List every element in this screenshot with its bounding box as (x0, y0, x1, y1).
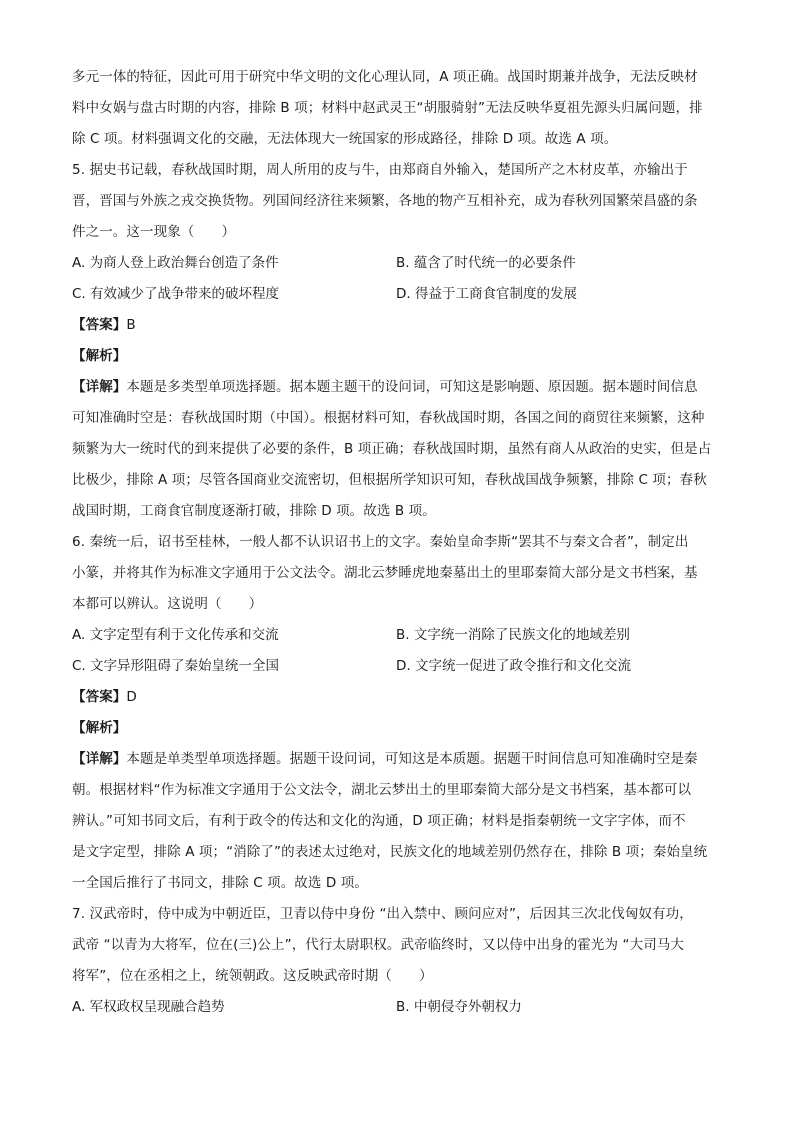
document-page (72, 62, 722, 1023)
options-row (72, 651, 722, 682)
question-stem-line: 件之一。这一现象（ ） (72, 224, 236, 240)
question-stem-line: 将军”，位在丞相之上，统领朝政。这反映武帝时期（ ） (72, 968, 433, 984)
options-row (72, 279, 722, 310)
detail-line: 比极少，排除 A 项；尽管各国商业交流密切，但根据所学知识可知，春秋战国战争频繁，排除 C 项；春秋 (72, 472, 707, 488)
detail-line: 辨认。”可知书同文后，有利于政令的传达和文化的沟通，D 项正确；材料是指秦朝统一文字字体，而不 (72, 813, 686, 829)
options-row (72, 248, 722, 279)
question-stem-line: 本都可以辨认。这说明（ ） (72, 596, 263, 612)
option-c: C. 有效减少了战争带来的破坏程度 (72, 286, 280, 302)
question-7 (72, 899, 722, 1023)
question-stem-line: 7. 汉武帝时，侍中成为中朝近臣，卫青以侍中身份 “出入禁中、顾问应对”，后因其三次北伐匈奴有功， (72, 906, 693, 922)
detail-text: 本题是多类型单项选择题。据本题主题干的设问词，可知这是影响题、原因题。据本题时间信息 (126, 379, 698, 395)
question-stem-line: 5. 据史书记载，春秋战国时期，周人所用的皮与牛，由郑商自外输入，楚国所产之木材皮革，亦输出于 (72, 162, 688, 178)
question-stem-line: 小篆，并将其作为标准文字通用于公文法令。湖北云梦睡虎地秦墓出土的里耶秦简大部分是文书档案，基 (72, 565, 698, 581)
detail-line: 是文字定型，排除 A 项；“消除了”的表述太过绝对，民族文化的地域差别仍然存在，排除 B 项；秦始皇统 (72, 844, 708, 860)
analysis-tag: 【解析】 (72, 348, 127, 364)
option-a: A. 军权政权呈现融合趋势 (72, 999, 225, 1015)
detail-tag: 【详解】 (72, 751, 127, 767)
question-stem-line: 武帝 “以青为大将军，位在(三)公上”，代行太尉职权。武帝临终时，又以侍中出身的霍光为 “大司马大 (72, 937, 684, 953)
answer-line (72, 310, 722, 341)
answer-value: D (126, 689, 137, 705)
detail-line: 一全国后推行了书同文，排除 C 项。故选 D 项。 (72, 875, 368, 891)
question-stem-line: 6. 秦统一后，诏书至桂林，一般人都不认识诏书上的文字。秦始皇命李斯“罢其不与秦文合者”，制定出 (72, 534, 689, 550)
option-c: C. 文字异形阻碍了秦始皇统一全国 (72, 658, 280, 674)
answer-tag: 【答案】 (72, 317, 127, 333)
analysis-tag: 【解析】 (72, 720, 127, 736)
text-line: 料中女娲与盘古时期的内容，排除 B 项；材料中赵武灵王“胡服骑射”无法反映华夏祖先源头归属问题，排 (72, 100, 703, 116)
answer-value: B (126, 317, 136, 333)
option-b: B. 蕴含了时代统一的必要条件 (396, 255, 576, 271)
option-b: B. 文字统一消除了民族文化的地域差别 (396, 627, 630, 643)
analysis-heading (72, 341, 722, 372)
options-row (72, 992, 722, 1023)
option-a: A. 文字定型有利于文化传承和交流 (72, 627, 279, 643)
text-line: 多元一体的特征，因此可用于研究中华文明的文化心理认同，A 项正确。战国时期兼并战争，无法反映材 (72, 69, 698, 85)
answer-tag: 【答案】 (72, 689, 127, 705)
detail-text: 本题是单类型单项选择题。据题干设问词，可知这是本质题。据题干时间信息可知准确时空是秦 (126, 751, 698, 767)
option-d: D. 文字统一促进了政令推行和文化交流 (396, 658, 631, 674)
option-a: A. 为商人登上政治舞台创造了条件 (72, 255, 279, 271)
detail-line: 朝。根据材料“作为标准文字通用于公文法令，湖北云梦出土的里耶秦简大部分是文书档案，基本都可以 (72, 782, 692, 798)
option-b: B. 中朝侵夺外朝权力 (396, 999, 522, 1015)
answer-line (72, 682, 722, 713)
detail-line: 战国时期，工商食官制度逐渐打破，排除 D 项。故选 B 项。 (72, 503, 436, 519)
detail-line: 频繁为大一统时代的到来提供了必要的条件，B 项正确；春秋战国时期，虽然有商人从政治的史实，但是占 (72, 441, 712, 457)
detail-tag: 【详解】 (72, 379, 127, 395)
option-d: D. 得益于工商食官制度的发展 (396, 286, 577, 302)
detail-line: 可知准确时空是：春秋战国时期（中国）。根据材料可知，春秋战国时期，各国之间的商贸往来频繁，这种 (72, 410, 705, 426)
question-stem-line: 晋，晋国与外族之戎交换货物。列国间经济往来频繁，各地的物产互相补充，成为春秋列国繁荣昌盛的条 (72, 193, 698, 209)
detail-line (72, 372, 722, 403)
q4-analysis-continuation (72, 62, 722, 155)
text-line: 除 C 项。材料强调文化的交融，无法体现大一统国家的形成路径，排除 D 项。故选 A 项。 (72, 131, 618, 147)
question-6 (72, 527, 722, 899)
question-5 (72, 155, 722, 527)
options-row (72, 620, 722, 651)
analysis-heading (72, 713, 722, 744)
detail-line (72, 744, 722, 775)
